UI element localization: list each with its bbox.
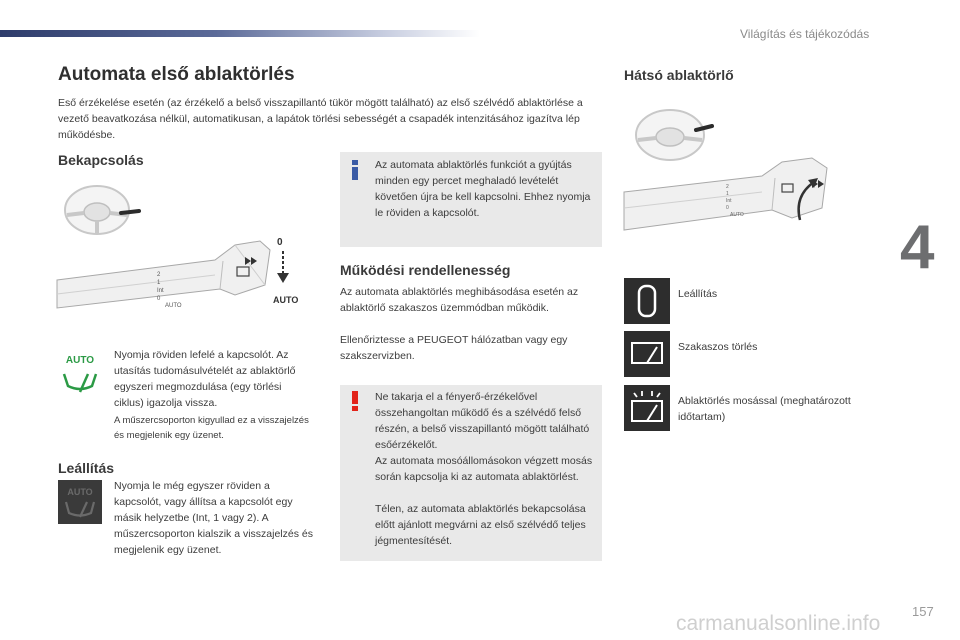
bekapcsolas-text: Nyomja röviden lefelé a kapcsolót. Az utasítás tudomásulvételét az ablaktörlő egyszeri megmozdulása (egy törlési ciklus) igazolja vissza.: [114, 349, 296, 409]
steering-wheel-icon: [65, 186, 139, 234]
auto-off-indicator-icon: [58, 480, 102, 524]
rear-wiper-off-icon: [624, 278, 670, 324]
warning-text-3: Télen, az automata ablaktörlés bekapcsolása előtt ajánlott megvárni az első szélvédő teljes jégmentesítését.: [375, 503, 586, 547]
steering-wheel-icon: [636, 110, 712, 160]
lever-position-0: 0: [277, 237, 283, 248]
rear-wiper-wash-tile: [624, 385, 670, 431]
rear-wiper-wash-icon: [624, 385, 670, 431]
info-text: Az automata ablaktörlés funkciót a gyújtás minden egy percet meghaladó levételét követően újra be kell kapcsolni. Ehhez nyomja le röviden a kapcsolót.: [375, 159, 591, 219]
wiper-lever-illustration: [55, 185, 315, 320]
rear-wiper-intermittent-icon: [624, 331, 670, 377]
info-icon: [349, 160, 361, 180]
rear-wiper-mode-label: Ablaktörlés mosással (meghatározott időtartam): [678, 395, 851, 423]
warning-text-1: Ne takarja el a fényerő-érzékelővel összehangoltan működő és a szélvédő felső részén, a belső visszapillantó mögött található esőérzékelőt.: [375, 391, 590, 451]
subsection-title-mukodesi: Működési rendellenesség: [340, 262, 511, 278]
mukodesi-text-1: Az automata ablaktörlés meghibásodása esetén az ablaktörlő szakaszos üzemmódban működik.: [340, 286, 579, 314]
rear-wiper-mode-label: Szakaszos törlés: [678, 341, 758, 353]
auto-label: AUTO: [67, 487, 93, 497]
lever-mark: 2: [157, 272, 161, 278]
lever-mark: 0: [157, 296, 161, 302]
rear-wiper-intermittent-tile: [624, 331, 670, 377]
warning-text-2: Az automata mosóállomásokon végzett mosás során kapcsolja ki az automata ablaktörlést.: [375, 455, 593, 483]
lever-position-auto: AUTO: [273, 295, 299, 305]
bekapcsolas-note: A műszercsoporton kigyullad ez a visszajelzés és megjelenik egy üzenet.: [114, 415, 309, 441]
rear-wiper-lever-illustration: [622, 100, 852, 240]
lever-mark: 1: [726, 191, 729, 197]
rear-wiper-off-tile: [624, 278, 670, 324]
subsection-title-bekapcsolas: Bekapcsolás: [58, 152, 144, 168]
warning-icon: [349, 391, 361, 411]
intro-paragraph: Eső érzékelése esetén (az érzékelő a belső visszapillantó tükör mögött található) az első szélvédő ablaktörlése a vezető beavatkozása nélkül, automatikusan, a lapátok törlési sebességét a csapadék intenzitásához igazítva lép működésbe.: [58, 97, 583, 141]
auto-wiper-indicator-icon: [58, 352, 102, 396]
auto-off-indicator-tile: [58, 480, 102, 524]
page-number: 157: [912, 604, 934, 619]
chapter-number: 4: [900, 213, 935, 282]
header-decorative-bar: [0, 30, 480, 37]
watermark: carmanualsonline.info: [676, 612, 881, 635]
wiper-lever-body: [57, 241, 270, 308]
auto-label: AUTO: [65, 355, 95, 366]
leallitas-text: Nyomja le még egyszer röviden a kapcsolót, vagy állítsa a kapcsolót egy másik helyzetbe (Int, 1 vagy 2). A műszercsoporton kialszik a visszajelzés és megjelenik egy üzenet.: [114, 480, 313, 556]
section-title-auto-wiper: Automata első ablaktörlés: [58, 64, 295, 85]
lever-mark: 1: [157, 280, 161, 286]
section-title-rear-wiper: Hátsó ablaktörlő: [624, 67, 734, 83]
lever-mark: 2: [726, 184, 729, 190]
rear-wiper-mode-label: Leállítás: [678, 288, 718, 300]
arrow-head-icon: [277, 273, 289, 283]
subsection-title-leallitas: Leállítás: [58, 460, 115, 476]
lever-mark: AUTO: [730, 212, 744, 218]
lever-mark: Int: [726, 198, 732, 204]
mukodesi-text-2: Ellenőriztesse a PEUGEOT hálózatban vagy egy szakszervizben.: [340, 334, 568, 362]
lever-mark: Int: [157, 288, 164, 294]
lever-mark: 0: [726, 205, 729, 211]
chapter-title: Világítás és tájékozódás: [740, 27, 870, 41]
lever-mark: AUTO: [165, 303, 182, 309]
